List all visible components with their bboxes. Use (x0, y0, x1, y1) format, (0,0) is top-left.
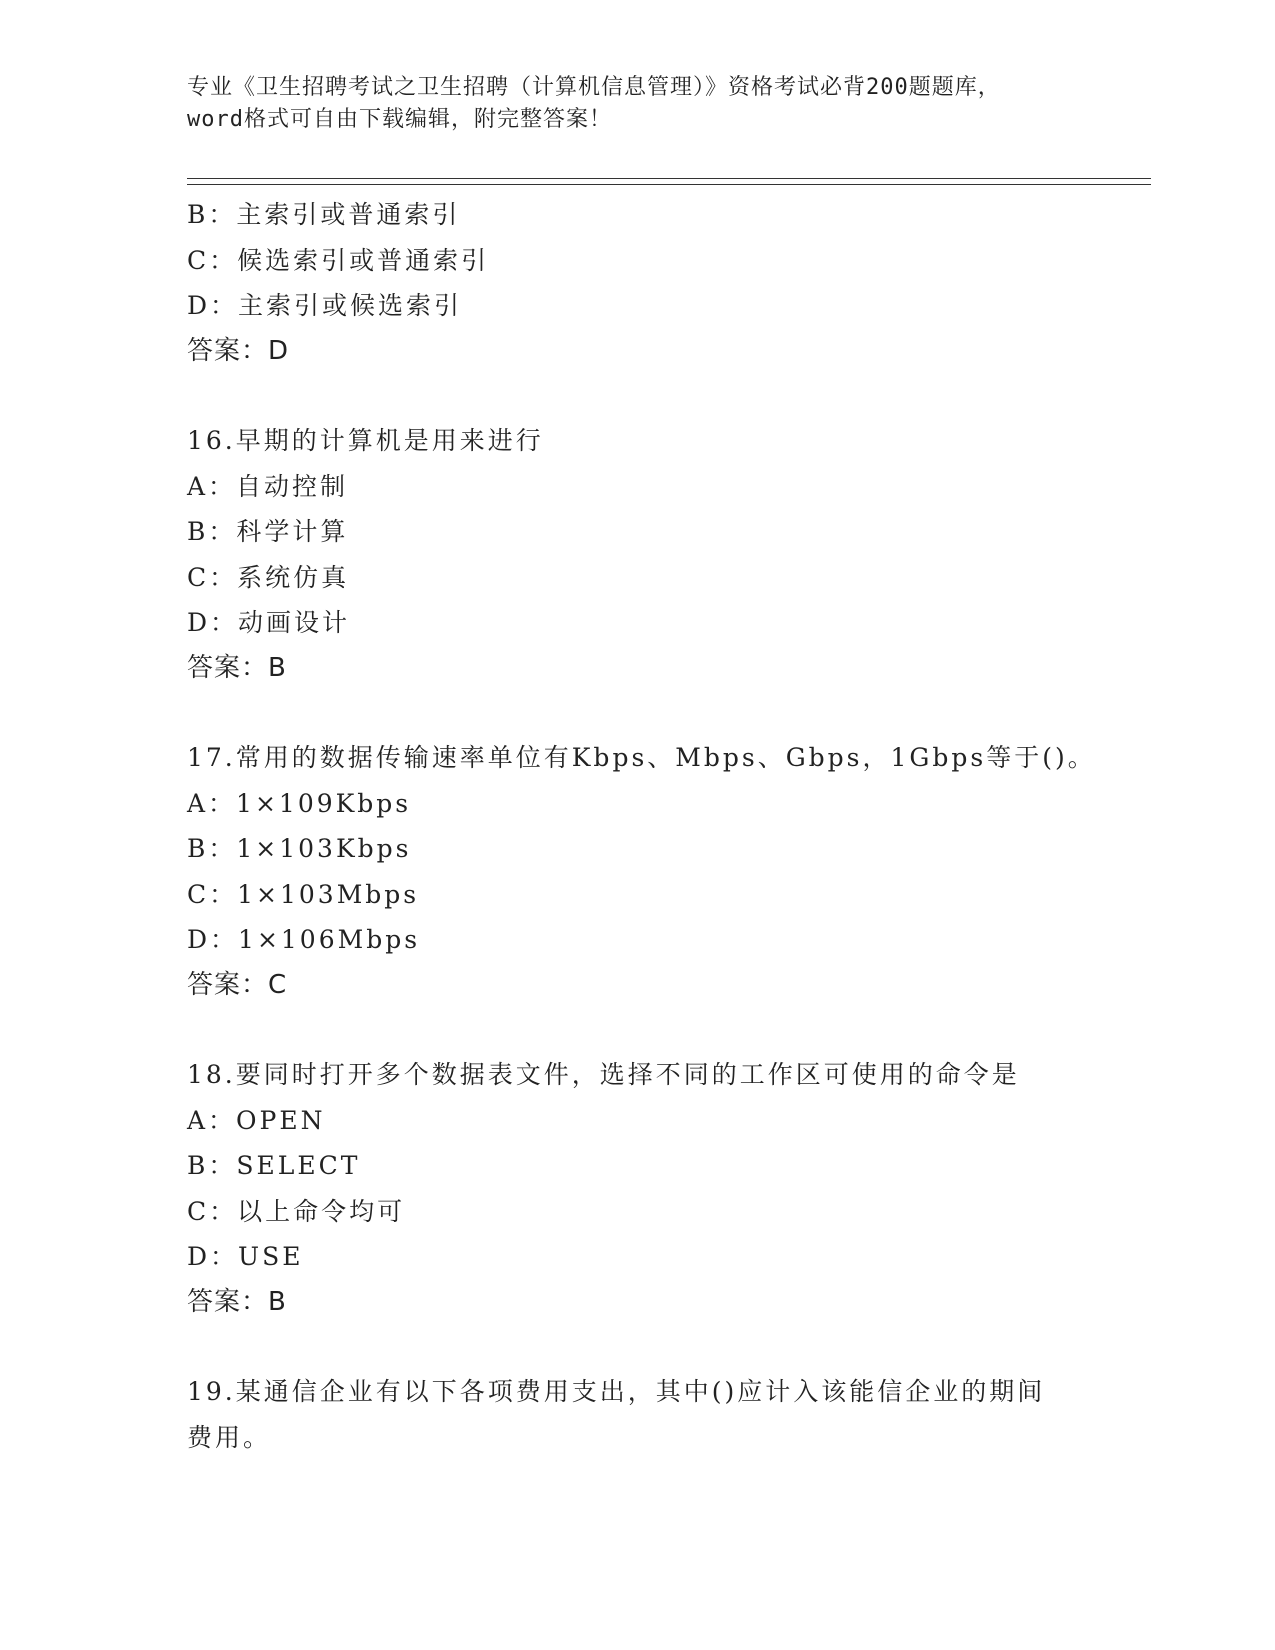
option-d: D：主索引或候选索引 (187, 291, 463, 320)
question-item-18 (187, 1052, 1147, 1325)
option-b: B：SELECT (187, 1151, 361, 1180)
option-d: D：1×106Mbps (187, 925, 421, 954)
option-c: C：系统仿真 (187, 562, 350, 592)
question-item-15 (187, 192, 1147, 374)
question-stem: 16.早期的计算机是用来进行 (187, 426, 544, 455)
option-d: D：USE (187, 1242, 304, 1271)
question-spacer (187, 691, 1147, 735)
question-item-16 (187, 418, 1147, 691)
question-stem-line-1: 19.某通信企业有以下各项费用支出，其中()应计入该能信企业的期间 (187, 1377, 1046, 1406)
answer-label: 答案：B (187, 1286, 287, 1317)
option-c: C：1×103Mbps (187, 879, 420, 909)
question-stem-line-2: 费用。 (187, 1422, 272, 1452)
answer-label: 答案：B (187, 652, 287, 683)
header-double-rule (187, 178, 1151, 185)
option-c: C：候选索引或普通索引 (187, 245, 490, 275)
answer-label: 答案：C (187, 969, 288, 1000)
option-a: A：自动控制 (187, 471, 349, 501)
question-item-19 (187, 1369, 1147, 1460)
option-a: A：OPEN (187, 1105, 326, 1135)
question-spacer (187, 374, 1147, 418)
option-a: A：1×109Kbps (187, 788, 412, 818)
answer-label: 答案：D (187, 335, 290, 366)
question-stem: 18.要同时打开多个数据表文件，选择不同的工作区可使用的命令是 (187, 1060, 1020, 1089)
option-c: C：以上命令均可 (187, 1196, 406, 1226)
option-b: B：主索引或普通索引 (187, 200, 461, 229)
question-item-17 (187, 735, 1147, 1008)
question-spacer (187, 1008, 1147, 1052)
header-title-line-1: 专业《卫生招聘考试之卫生招聘（计算机信息管理）》资格考试必背200题题库， (187, 75, 1001, 100)
question-stem: 17.常用的数据传输速率单位有Kbps、Mbps、Gbps，1Gbps等于()。 (187, 743, 1096, 772)
option-b: B：科学计算 (187, 517, 349, 546)
option-d: D：动画设计 (187, 608, 351, 637)
document-header (187, 72, 1147, 136)
option-b: B：1×103Kbps (187, 834, 412, 863)
header-title-line-2: word格式可自由下载编辑，附完整答案！ (187, 107, 612, 132)
question-list (187, 192, 1147, 1460)
document-page (187, 72, 1147, 1452)
question-spacer (187, 1325, 1147, 1369)
